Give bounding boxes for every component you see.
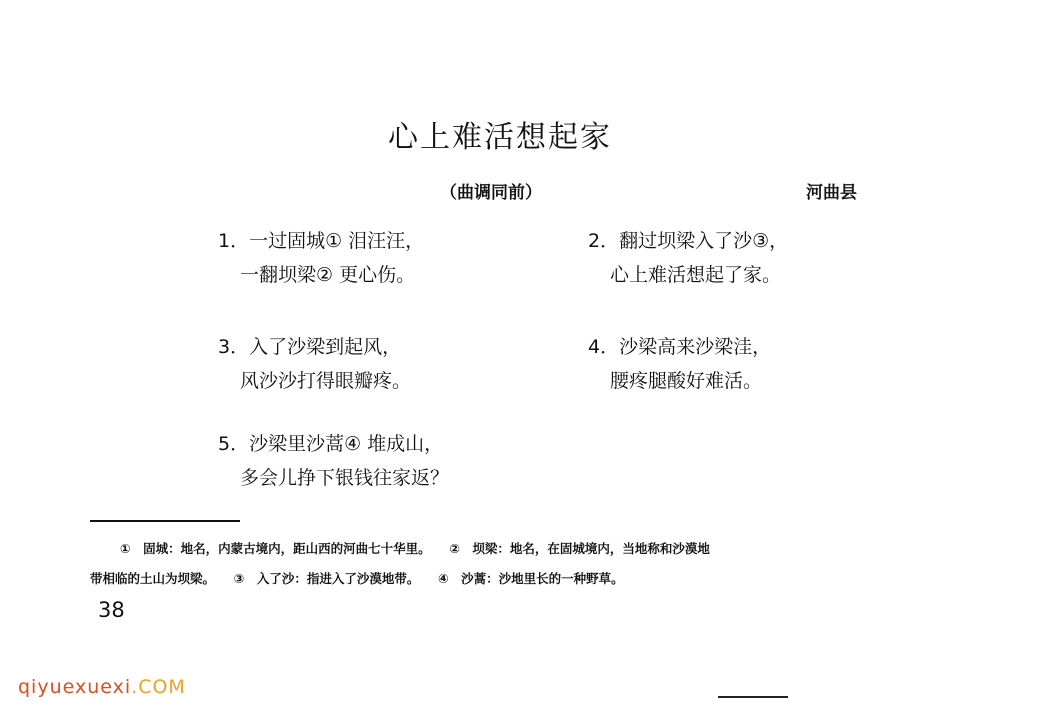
verse-3 bbox=[218, 330, 411, 398]
verse-line: 多会儿挣下银钱往家返？ bbox=[240, 467, 450, 489]
verse-line: 5．沙梁里沙蒿④ 堆成山， bbox=[218, 433, 444, 455]
verse-line: 3．入了沙梁到起风， bbox=[218, 336, 402, 358]
footnote-line: 带相临的土山为坝梁。 ③ 入了沙：指进入了沙漠地带。 ④ 沙蒿：沙地里长的一种野草。 bbox=[90, 571, 624, 586]
footnotes bbox=[90, 534, 710, 594]
page-number: 38 bbox=[98, 598, 125, 622]
tune-note: （曲调同前） bbox=[440, 183, 542, 203]
site-watermark bbox=[18, 676, 186, 698]
verse-5 bbox=[218, 427, 449, 495]
verse-1 bbox=[218, 224, 424, 292]
verse-line: 2．翻过坝梁入了沙③， bbox=[588, 230, 789, 252]
footnote-line: ① 固城：地名，内蒙古境内，距山西的河曲七十华里。 ② 坝梁：地名，在固城境内，当地称和沙漠地 bbox=[120, 541, 710, 556]
verse-line: 1．一过固城① 泪汪汪， bbox=[218, 230, 425, 252]
verse-4 bbox=[588, 330, 771, 398]
verse-2 bbox=[588, 224, 788, 292]
verse-line: 风沙沙打得眼瓣疼。 bbox=[240, 370, 412, 392]
decorative-dash bbox=[718, 696, 788, 698]
footnote-divider bbox=[90, 520, 240, 522]
page-title: 心上难活想起家 bbox=[388, 120, 612, 155]
location-label: 河曲县 bbox=[806, 183, 857, 203]
verse-line: 心上难活想起了家。 bbox=[610, 264, 782, 286]
watermark-main: qiyuexuexi bbox=[18, 676, 132, 698]
watermark-suffix: .COM bbox=[131, 676, 186, 698]
verse-line: 4．沙梁高来沙梁洼， bbox=[588, 336, 772, 358]
verse-line: 一翻坝梁② 更心伤。 bbox=[240, 264, 416, 286]
verse-line: 腰疼腿酸好难活。 bbox=[610, 370, 763, 392]
